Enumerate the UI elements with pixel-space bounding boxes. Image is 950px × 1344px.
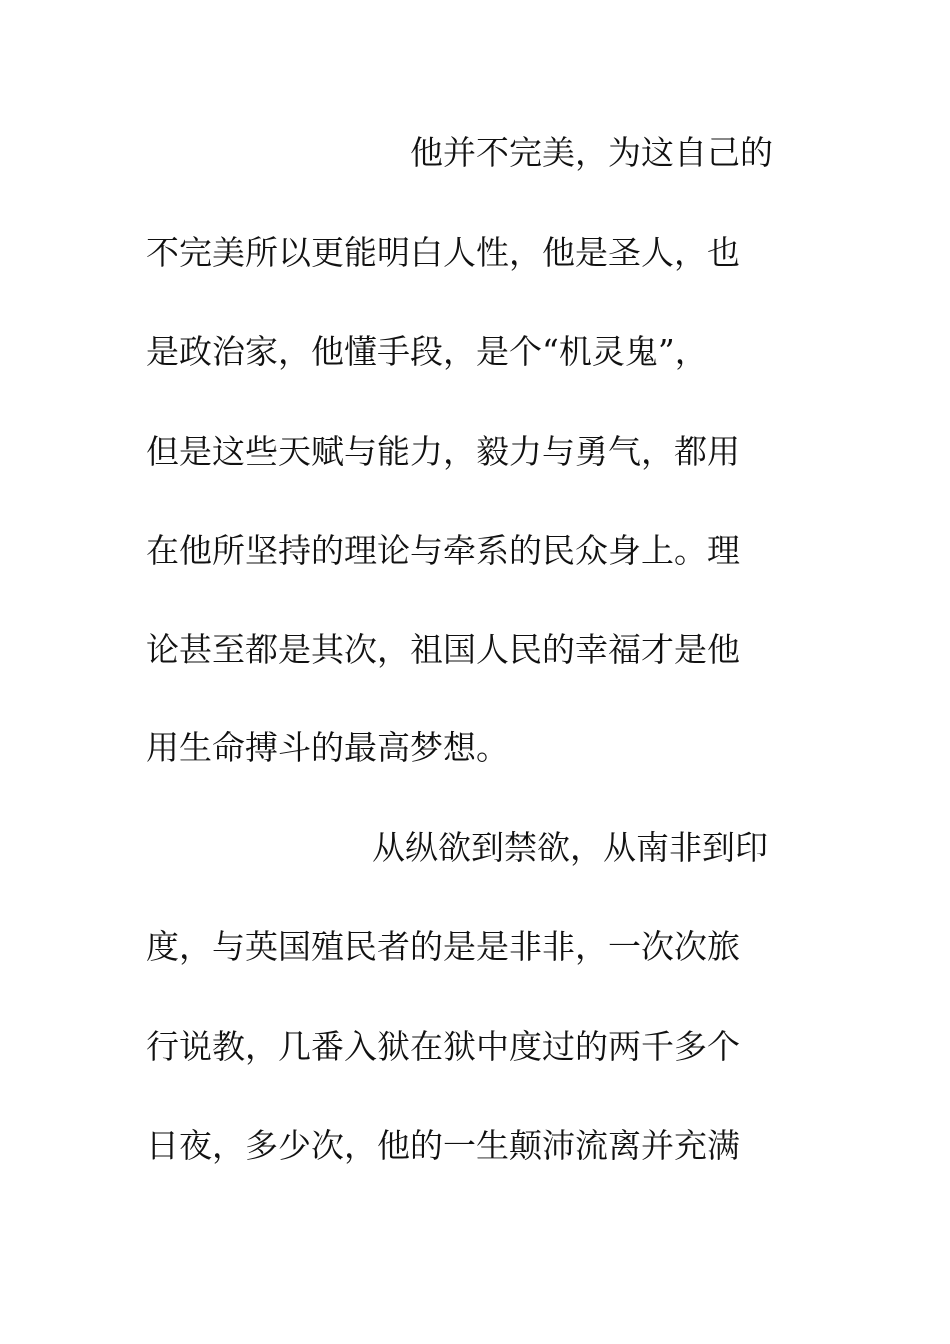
text-line: 行说教，几番入狱在狱中度过的两千多个 bbox=[146, 1027, 740, 1066]
text-line: 是政治家，他懂手段，是个“机灵鬼”， bbox=[146, 332, 708, 371]
text-line: 他并不完美，为这自己的 bbox=[410, 133, 773, 172]
text-line: 但是这些天赋与能力，毅力与勇气，都用 bbox=[146, 432, 740, 471]
text-line: 不完美所以更能明白人性，他是圣人，也 bbox=[146, 233, 740, 272]
text-line: 用生命搏斗的最高梦想。 bbox=[146, 728, 509, 767]
text-line: 从纵欲到禁欲，从南非到印 bbox=[372, 828, 768, 867]
text-line: 在他所坚持的理论与牵系的民众身上。理 bbox=[146, 531, 740, 570]
text-line: 论甚至都是其次，祖国人民的幸福才是他 bbox=[146, 630, 740, 669]
text-line: 度，与英国殖民者的是是非非，一次次旅 bbox=[146, 927, 740, 966]
text-line: 日夜，多少次，他的一生颠沛流离并充满 bbox=[146, 1126, 740, 1165]
